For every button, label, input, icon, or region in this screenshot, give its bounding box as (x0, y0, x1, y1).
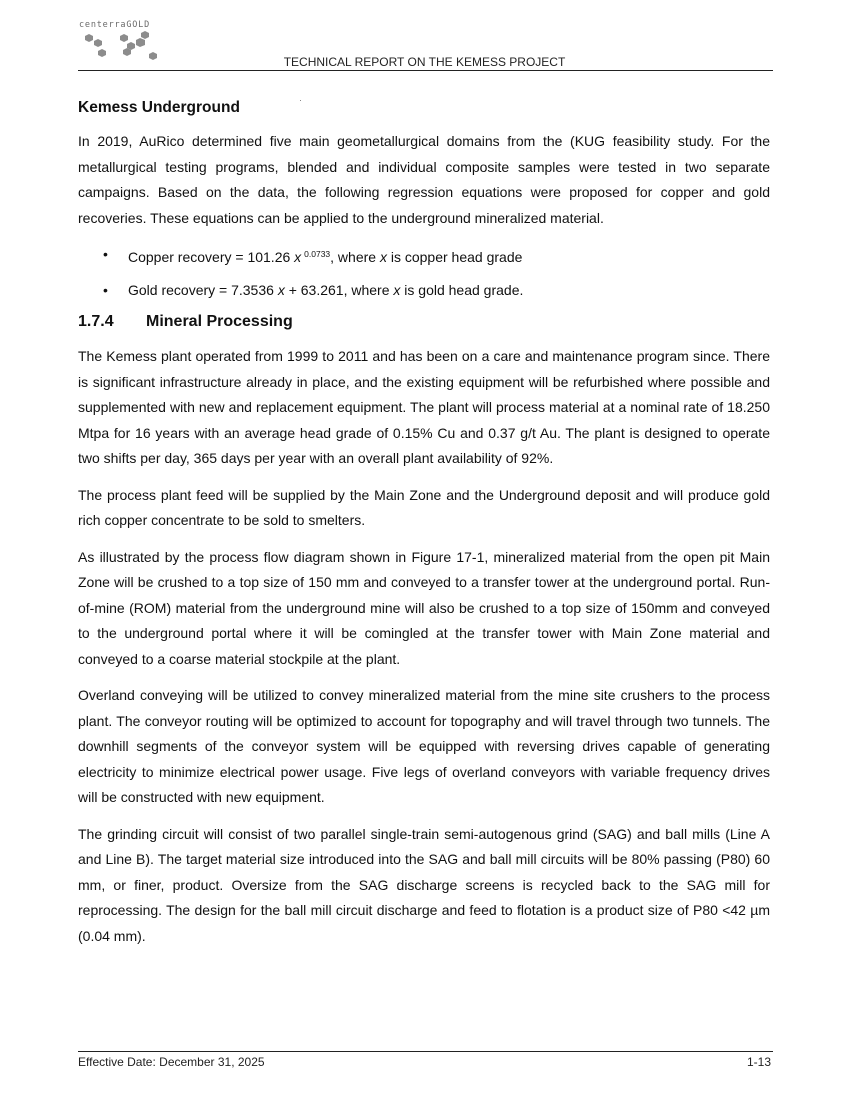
report-header-title: TECHNICAL REPORT ON THE KEMESS PROJECT (283, 55, 566, 69)
paragraph: The grinding circuit will consist of two parallel single-train semi-autogenous grind (SAG) and ball mills (Line A and Line B). The target material size introduced into the SAG and ball mill circuits will be 80% passing (P80) 60 mm, or finer, product. Oversize from the SAG discharge screens is recycled back to the SAG mill for reprocessing. The design for the ball mill circuit discharge and feed to flotation is a product size of P80 <42 µm (0.04 mm). (78, 825, 770, 944)
footer-page-number: 1-13 (746, 1055, 771, 1069)
page-body (78, 98, 770, 960)
paragraph: The Kemess plant operated from 1999 to 2011 and has been on a care and maintenance program since. There is significant infrastructure already in place, and the existing equipment will be refurbished where possible and supplemented with new and replacement equipment. The plant will process material at a nominal rate of 18.250 Mtpa for 16 years with an average head grade of 0.15% Cu and 0.37 g/t Au. The plant is designed to operate two shifts per day, 365 days per year with an overall plant availability of 92%. (78, 348, 770, 466)
section-heading-kemess-underground: Kemess Underground (78, 99, 240, 116)
list-item: • Gold recovery = 7.3536 x + 63.261, where x is gold head grade. (78, 278, 770, 303)
logo-wordmark: centerraGOLD (79, 20, 151, 30)
paragraph-kug-intro: In 2019, AuRico determined five main geometallurgical domains from the (KUG feasibility study. For the metallurgical testing programs, blended and individual composite samples were tested in two separate campaigns. Based on the data, the following regression equations were proposed for copper and gold recoveries. These equations can be applied to the underground mineralized material. (78, 133, 770, 226)
list-item: • Copper recovery = 101.26 x $^{0.0733}$, where x is copper head grade (78, 242, 770, 270)
header-rule (78, 70, 773, 71)
paragraph: As illustrated by the process flow diagram shown in Figure 17-1, mineralized material from the open pit Main Zone will be crushed to a top size of 150 mm and conveyed to a transfer tower at the underground portal. Run-of-mine (ROM) material from the underground mine will also be crushed to a top size of 150mm and conveyed to the underground portal where it will be comingled at the transfer tower with Main Zone material and conveyed to a coarse material stockpile at the plant. (78, 548, 770, 667)
section-heading-mineral-processing (78, 311, 770, 333)
footer-rule (78, 1051, 773, 1052)
footer-effective-date: Effective Date: December 31, 2025 (78, 1055, 265, 1069)
recovery-equations-list (78, 242, 770, 303)
section-title: Mineral Processing (146, 313, 293, 330)
bullet-icon: • (103, 282, 108, 298)
section-number: 1.7.4 (78, 313, 114, 330)
bullet-icon: • (103, 246, 108, 262)
paragraph: The process plant feed will be supplied by the Main Zone and the Underground deposit and will produce gold rich copper concentrate to be sold to smelters. (78, 486, 770, 528)
paragraph: Overland conveying will be utilized to convey mineralized material from the mine site crushers to the process plant. The conveyor routing will be optimized to account for topography and will travel through two tunnels. The downhill segments of the conveyor system will be equipped with reversing drives capable of generating electricity to minimize electrical power usage. Five legs of overland conveyors with variable frequency drives will be constructed with new equipment. (78, 687, 770, 805)
